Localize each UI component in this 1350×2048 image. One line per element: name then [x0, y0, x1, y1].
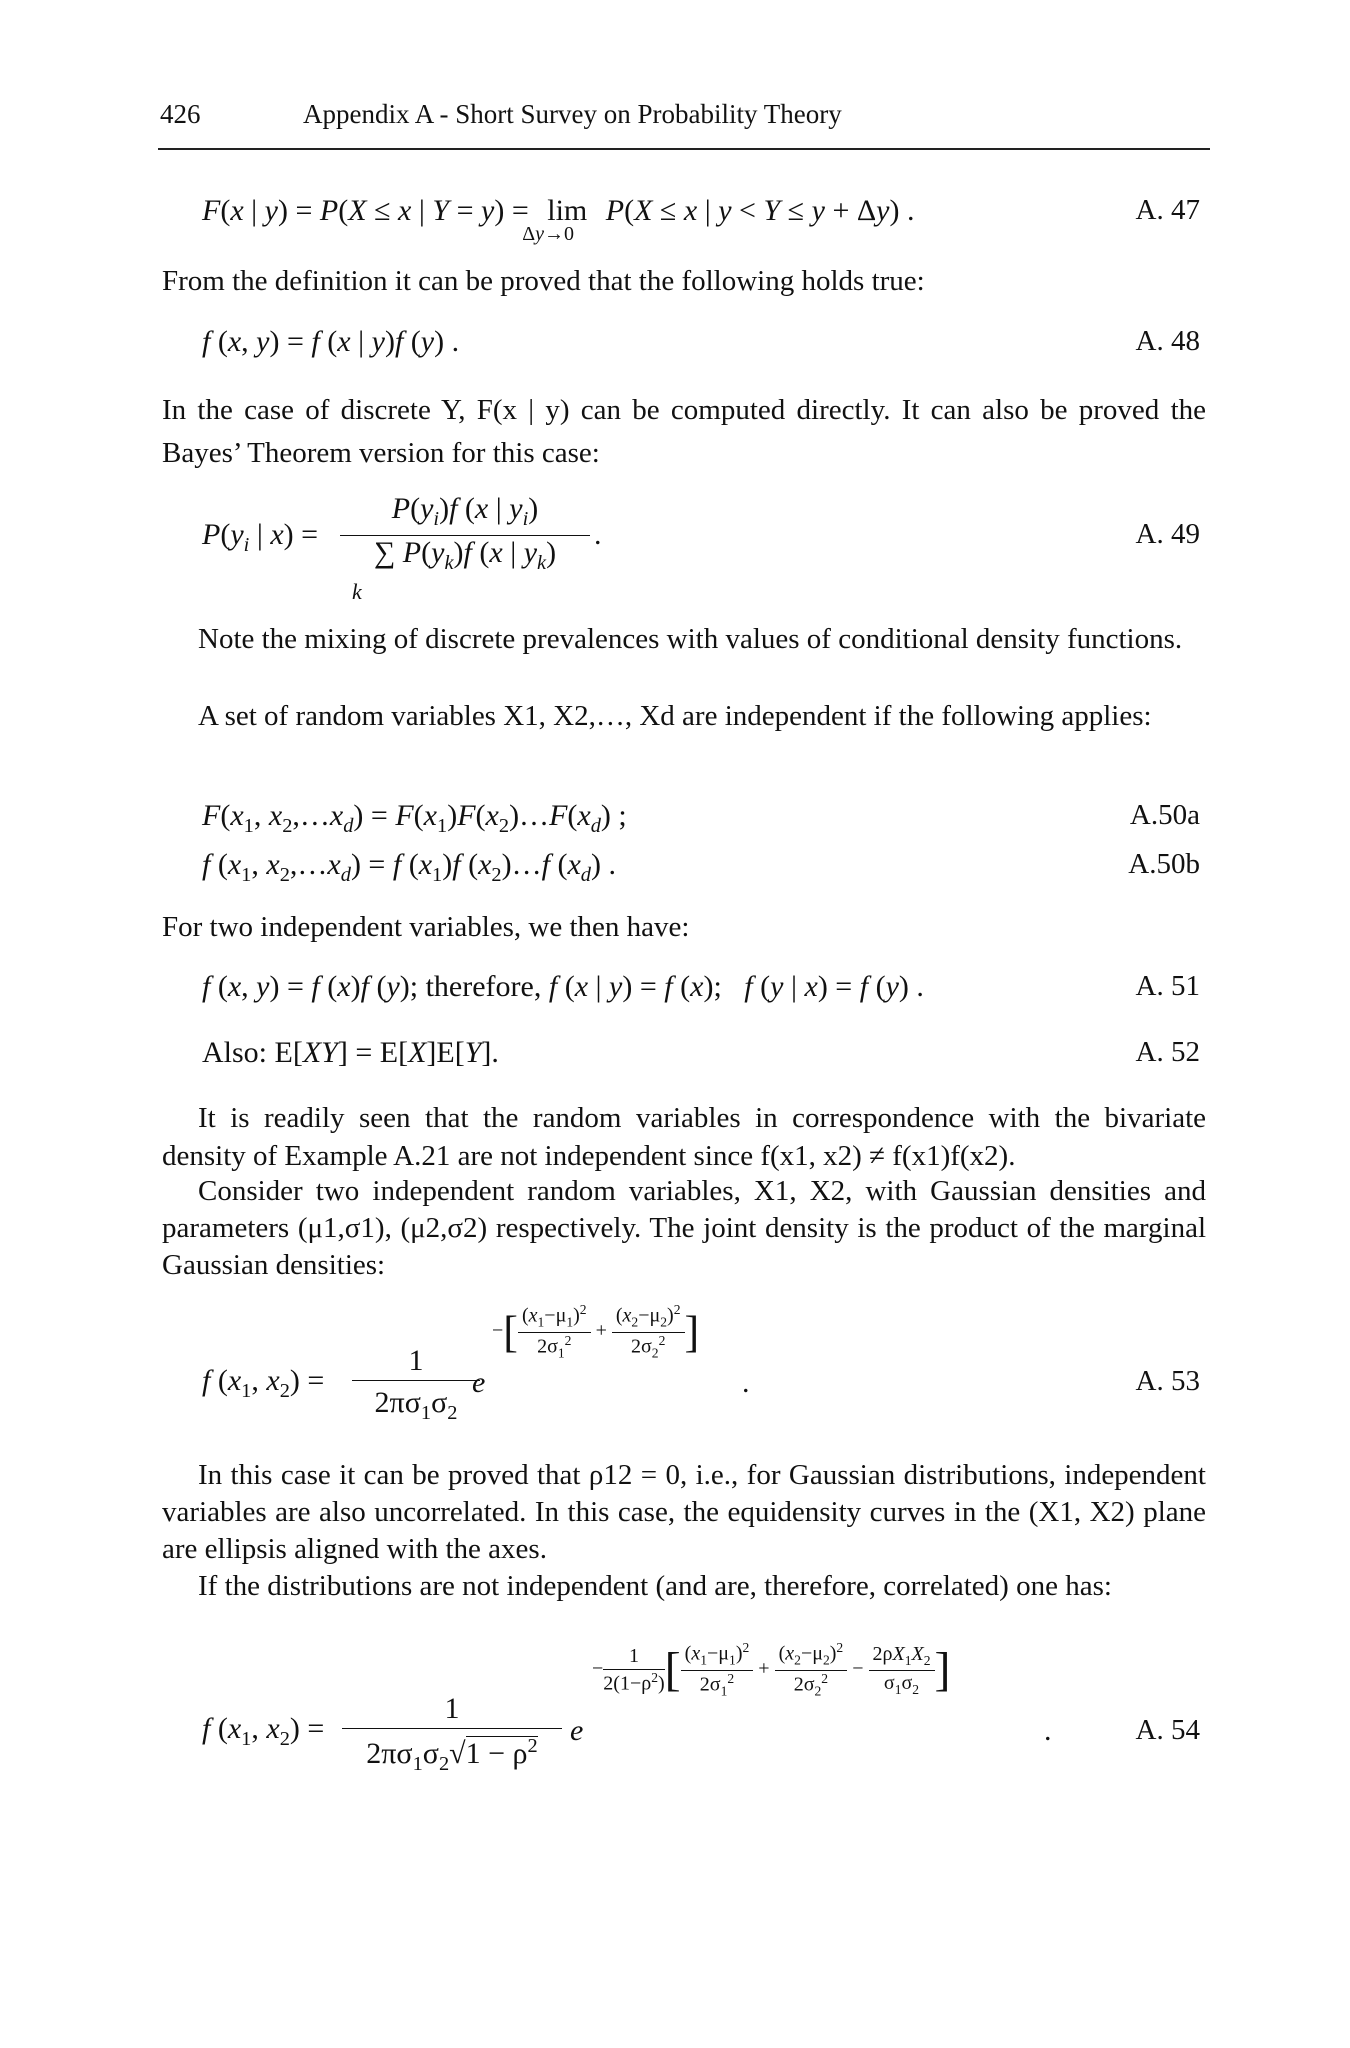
equation-a51: f (x, y) = f (x)f (y); therefore, f (x | y) = f (x); f (y | x) = f (y) .: [202, 970, 924, 1003]
word-therefore: ; therefore,: [409, 970, 542, 1003]
equation-a54: f ($x_1$, $x_2$) = 1 $2\pi\sigma_1\sigma_2√1 - \rho^2$ e − $\frac{1}{2(1-\rho^2)}$ [ $\frac{(x_1-\mu_1)^2}{2\sigma_1^2}$ + $\frac{(x_2-\mu_2)^2}{2\sigma_2^2}$ − $\frac{2\rho X_1X_2}{\sigma_1\sigma_2}$ ] .: [202, 1640, 1052, 1775]
equation-label-a47: A. 47: [1135, 194, 1200, 226]
paragraph-gaussian-independent: Consider two independent random variables, X1, X2, with Gaussian densities and parameters (μ1,σ1), (μ2,σ2) respectively. The joint density is the product of the marginal Gaussian densities:: [162, 1175, 1206, 1281]
paragraph-definition: From the definition it can be proved that the following holds true:: [162, 265, 925, 297]
paragraph-note-mixing: Note the mixing of discrete prevalences with values of conditional density functions.: [198, 623, 1183, 655]
equation-a53: f ($x_1$, $x_2$) = 1 $2\pi\sigma_1\sigma_2$ e −[ $\frac{(x_1-\mu_1)^2}{2\sigma_1^2}$ + $\frac{(x_2-\mu_2)^2}{2\sigma_2^2}$ ] .: [202, 1302, 750, 1424]
equation-a50a: $F(x_1$, $x_2,\dots x_d$) = $F(x_1)F(x_2)\dots F(x_d)$ ;: [202, 799, 627, 837]
equation-a48: f (x, y) = f (x | y)f (y) .: [202, 325, 460, 358]
equation-a47: F(x | y) = P(X ≤ x | Y = y) = lim Δy→0 P(X ≤ x | y < Y ≤ y + Δy) .: [202, 194, 915, 245]
header-rule: [158, 148, 1210, 150]
paragraph-uncorrelated: In this case it can be proved that ρ12 = 0, i.e., for Gaussian distributions, independent variables are also uncorrelated. In this case, the equidensity curves in the (X1, X2) plane are ellipsis aligned with the axes.: [162, 1459, 1206, 1565]
equation-a52: Also: E[XY] = E[X]E[Y].: [202, 1036, 499, 1069]
equation-label-a49: A. 49: [1135, 518, 1200, 550]
paragraph-not-independent: It is readily seen that the random variables in correspondence with the bivariate density of Example A.21 are not independent since f(x1, x2) ≠ f(x1)f(x2).: [162, 1102, 1206, 1172]
equation-label-a50a: A.50a: [1129, 799, 1200, 831]
equation-label-a51: A. 51: [1135, 970, 1200, 1002]
equation-a50b: f ($x_1$, $x_2,\dots x_d) = f$ $(x_1)f$ $(x_2)\dots f$ $(x_d)$ .: [202, 848, 616, 886]
running-header: [160, 98, 1210, 138]
paragraph-discrete-case: In the case of discrete Y, F(x | y) can be computed directly. It can also be proved the Bayes’ Theorem version for this case:: [162, 394, 1206, 469]
page-number: 426: [160, 99, 201, 129]
equation-label-a52: A. 52: [1135, 1036, 1200, 1068]
equation-label-a50b: A.50b: [1128, 848, 1200, 880]
equation-label-a54: A. 54: [1135, 1714, 1200, 1746]
equation-label-a48: A. 48: [1135, 325, 1200, 357]
paragraph-two-independent: For two independent variables, we then have:: [162, 911, 690, 943]
equation-label-a53: A. 53: [1135, 1365, 1200, 1397]
equation-a49: $P(y_i$ | x) = $P(y_i)f$ (x | $y_i$) ∑ $P(y_k)f$ (x | $y_k$) k .: [202, 492, 602, 604]
running-title: Appendix A - Short Survey on Probability Theory: [303, 99, 842, 129]
paragraph-correlated: If the distributions are not independent (and are, therefore, correlated) one has:: [198, 1570, 1112, 1602]
equation-prefix-also: Also:: [202, 1036, 268, 1069]
paragraph-independence: A set of random variables X1, X2,…, Xd are independent if the following applies:: [198, 700, 1152, 732]
